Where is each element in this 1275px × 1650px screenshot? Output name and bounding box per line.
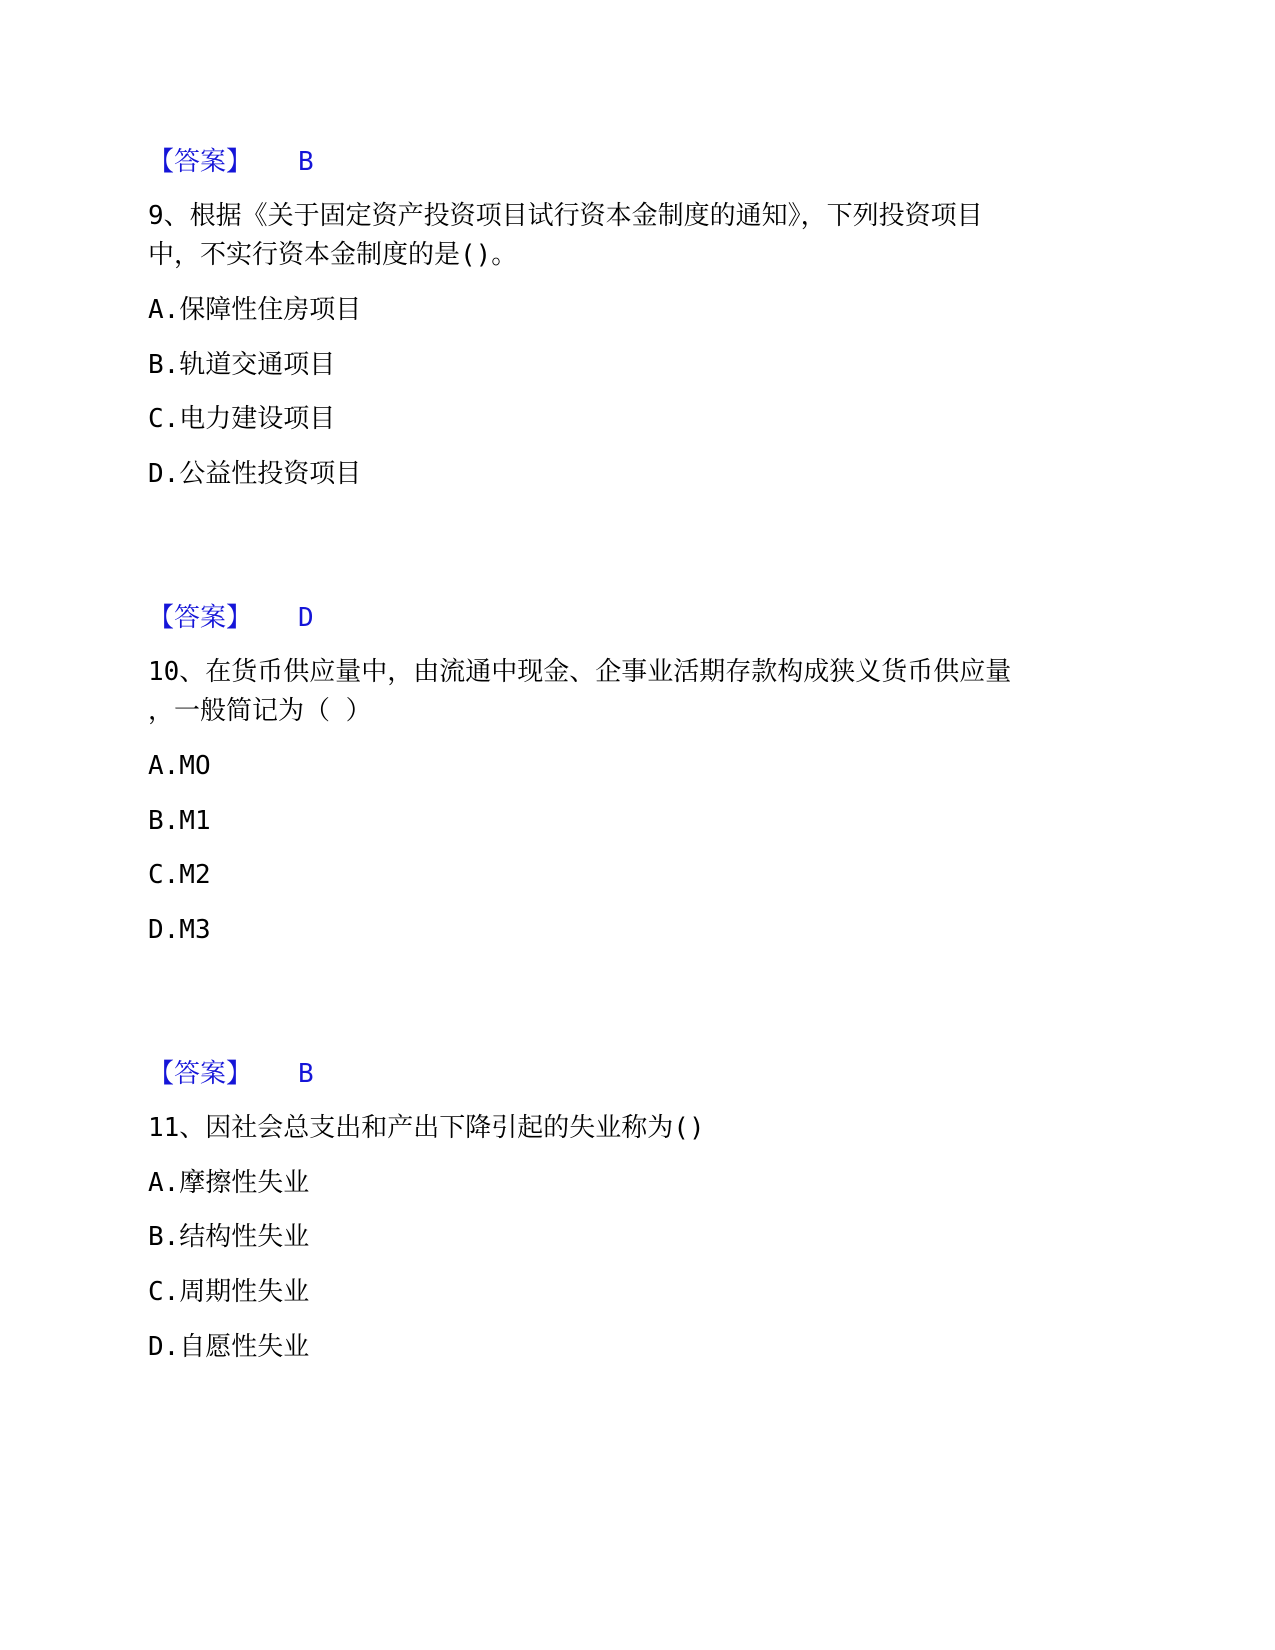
answer-label: 【答案】	[148, 603, 253, 633]
option-c: C.电力建设项目	[148, 404, 336, 434]
answer-label: 【答案】	[148, 147, 253, 177]
question-line: 中，不实行资本金制度的是()。	[148, 240, 518, 270]
option-a: A.保障性住房项目	[148, 295, 362, 325]
question-line: ，一般简记为（ ）	[148, 696, 372, 726]
question-line: 9、根据《关于固定资产投资项目试行资本金制度的通知》，下列投资项目	[148, 201, 983, 231]
option-d: D.公益性投资项目	[148, 459, 362, 489]
answer-value: D	[298, 603, 314, 633]
answer-line	[148, 1054, 314, 1094]
option-d: D.M3	[148, 915, 211, 945]
answer-label: 【答案】	[148, 1059, 253, 1089]
option-b: B.M1	[148, 806, 211, 836]
option-c: C.M2	[148, 860, 211, 890]
answer-line	[148, 142, 314, 182]
option-a: A.摩擦性失业	[148, 1168, 310, 1198]
answer-value: B	[298, 1059, 314, 1089]
answer-line	[148, 598, 314, 638]
option-a: A.MO	[148, 751, 211, 781]
answer-value: B	[298, 147, 314, 177]
question-line: 10、在货币供应量中，由流通中现金、企事业活期存款构成狭义货币供应量	[148, 657, 1012, 687]
option-d: D.自愿性失业	[148, 1332, 310, 1362]
question-line: 11、因社会总支出和产出下降引起的失业称为()	[148, 1113, 705, 1143]
option-c: C.周期性失业	[148, 1277, 310, 1307]
option-b: B.结构性失业	[148, 1222, 310, 1252]
option-b: B.轨道交通项目	[148, 350, 336, 380]
